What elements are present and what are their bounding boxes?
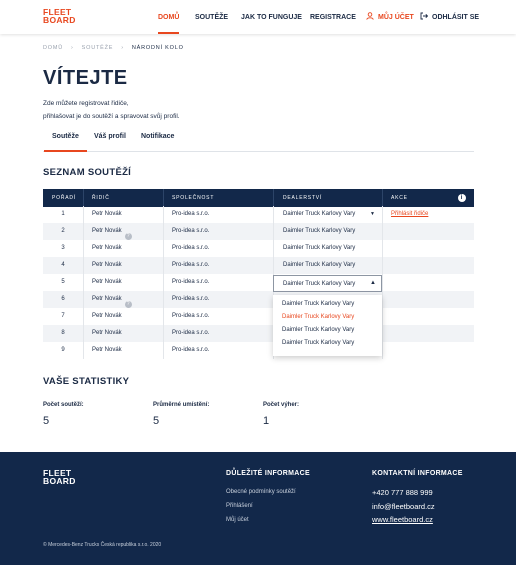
dealer-select-value: Daimler Truck Karlovy Vary	[283, 281, 356, 287]
footer-link-terms[interactable]: Obecné podmínky soutěží	[226, 489, 296, 495]
chevron-up-icon[interactable]: ▲	[370, 280, 376, 286]
nav-registration[interactable]: REGISTRACE	[310, 13, 356, 21]
column-header-company: SPOLEČNOST	[172, 195, 215, 201]
tab-competitions[interactable]: Soutěže	[52, 133, 79, 140]
breadcrumb-competitions[interactable]: SOUTĚŽE	[81, 45, 114, 51]
row-order: 7	[61, 313, 65, 319]
chevron-down-icon[interactable]: ▼	[370, 211, 375, 217]
nav-how-it-works[interactable]: JAK TO FUNGUJE	[241, 13, 302, 21]
info-icon[interactable]: i	[458, 194, 466, 202]
nav-my-account[interactable]: MŮJ ÚČET	[366, 0, 414, 34]
competitions-list-title: SEZNAM SOUTĚŽÍ	[43, 167, 132, 178]
row-order: 4	[61, 262, 65, 268]
table-row	[43, 223, 474, 240]
nav-home[interactable]: DOMŮ	[158, 0, 179, 34]
column-header-dealer: DEALERSTVÍ	[283, 195, 323, 201]
breadcrumb	[43, 45, 184, 51]
dealer-select[interactable]	[283, 211, 355, 217]
row-order: 2	[61, 228, 65, 234]
logout-icon	[420, 12, 428, 22]
stat-value-wins: 1	[263, 415, 270, 427]
row-order: 9	[61, 347, 65, 353]
row-company: Pro-idea s.r.o.	[172, 296, 210, 302]
row-driver: Petr Novák	[92, 347, 122, 353]
table-row	[43, 291, 474, 308]
table-row	[43, 308, 474, 325]
column-header-action: AKCE	[391, 195, 408, 201]
register-driver-link[interactable]: Přihlásit řidiče	[391, 211, 429, 217]
row-order: 1	[61, 211, 65, 217]
footer-contact-title: KONTAKTNÍ INFORMACE	[372, 470, 463, 477]
row-dealer: Daimler Truck Karlovy Vary	[283, 245, 356, 251]
row-dealer: Daimler Truck Karlovy Vary	[283, 228, 356, 234]
row-driver: Petr Novák	[92, 330, 122, 336]
dealer-select-value: Daimler Truck Karlovy Vary	[283, 211, 356, 217]
row-order: 6	[61, 296, 65, 302]
row-company: Pro-idea s.r.o.	[172, 313, 210, 319]
row-company: Pro-idea s.r.o.	[172, 262, 210, 268]
row-company: Pro-idea s.r.o.	[172, 330, 210, 336]
site-header	[0, 0, 516, 34]
row-driver: Petr Novák	[92, 313, 122, 319]
row-driver: Petr Novák	[92, 279, 122, 285]
table-row	[43, 257, 474, 274]
stats-title: VAŠE STATISTIKY	[43, 376, 130, 387]
row-company: Pro-idea s.r.o.	[172, 228, 210, 234]
dropdown-option[interactable]: Daimler Truck Karlovy Vary	[282, 327, 355, 333]
breadcrumb-separator: ›	[121, 45, 124, 51]
dealer-dropdown	[273, 295, 382, 356]
table-row	[43, 274, 474, 291]
page-title: VÍTEJTE	[43, 67, 128, 89]
footer-link-login[interactable]: Přihlášení	[226, 503, 253, 509]
profile-tabs	[43, 125, 474, 152]
row-driver: Petr Novák	[92, 262, 122, 268]
row-driver: Petr Novák	[92, 211, 122, 217]
dealer-select-open[interactable]	[273, 275, 382, 292]
tab-profile[interactable]: Váš profil	[94, 133, 126, 140]
table-row	[43, 342, 474, 359]
footer-info-title: DŮLEŽITÉ INFORMACE	[226, 470, 310, 477]
stat-value-competitions: 5	[43, 415, 50, 427]
table-row	[43, 325, 474, 342]
breadcrumb-current: NÁRODNÍ KOLO	[131, 45, 184, 51]
help-icon[interactable]: ?	[125, 233, 132, 240]
row-driver: Petr Novák	[92, 245, 122, 251]
nav-competitions[interactable]: SOUTĚŽE	[195, 13, 229, 21]
fleetboard-logo-footer[interactable]: FLEET BOARD	[43, 468, 76, 486]
dropdown-option[interactable]: Daimler Truck Karlovy Vary	[282, 301, 355, 307]
footer-link-account[interactable]: Můj účet	[226, 517, 249, 523]
table-row	[43, 240, 474, 257]
row-company: Pro-idea s.r.o.	[172, 245, 210, 251]
stat-label-competitions: Počet soutěží:	[43, 402, 84, 408]
dropdown-option-highlighted[interactable]: Daimler Truck Karlovy Vary	[282, 314, 355, 320]
footer-copyright: © Mercedes-Benz Trucks Česká republika s.r.o. 2020	[43, 542, 162, 548]
dropdown-option[interactable]: Daimler Truck Karlovy Vary	[282, 340, 355, 346]
help-icon[interactable]: ?	[125, 301, 132, 308]
nav-logout[interactable]: ODHLÁSIT SE	[420, 0, 479, 34]
row-order: 3	[61, 245, 65, 251]
fleetboard-logo[interactable]: FLEET BOARD	[43, 7, 76, 25]
user-icon	[366, 12, 374, 22]
row-company: Pro-idea s.r.o.	[172, 279, 210, 285]
row-order: 5	[61, 279, 65, 285]
tab-notifications[interactable]: Notifikace	[141, 133, 175, 140]
footer-email[interactable]: info@fleetboard.cz	[372, 502, 435, 511]
row-order: 8	[61, 330, 65, 336]
breadcrumb-separator: ›	[71, 45, 74, 51]
page-intro: Zde můžete registrovat řidiče, přihlašovat je do soutěží a spravovat svůj profil.	[43, 100, 180, 120]
row-driver: Petr Novák ?	[92, 228, 122, 234]
stat-label-wins: Počet výher:	[263, 402, 300, 408]
stat-label-average-rank: Průměrné umístění:	[153, 402, 210, 408]
row-dealer: Daimler Truck Karlovy Vary	[283, 262, 356, 268]
table-row	[43, 206, 474, 223]
breadcrumb-home[interactable]: DOMŮ	[43, 45, 64, 51]
row-company: Pro-idea s.r.o.	[172, 211, 210, 217]
row-company: Pro-idea s.r.o.	[172, 347, 210, 353]
table-header	[43, 189, 474, 207]
column-header-order: POŘADÍ	[52, 195, 76, 201]
column-header-driver: ŘIDIČ	[92, 195, 110, 201]
footer-phone[interactable]: +420 777 888 999	[372, 488, 433, 497]
stat-value-average-rank: 5	[153, 415, 160, 427]
row-driver: Petr Novák ?	[92, 296, 122, 302]
site-footer	[0, 452, 516, 565]
footer-web-link[interactable]: www.fleetboard.cz	[372, 515, 433, 524]
